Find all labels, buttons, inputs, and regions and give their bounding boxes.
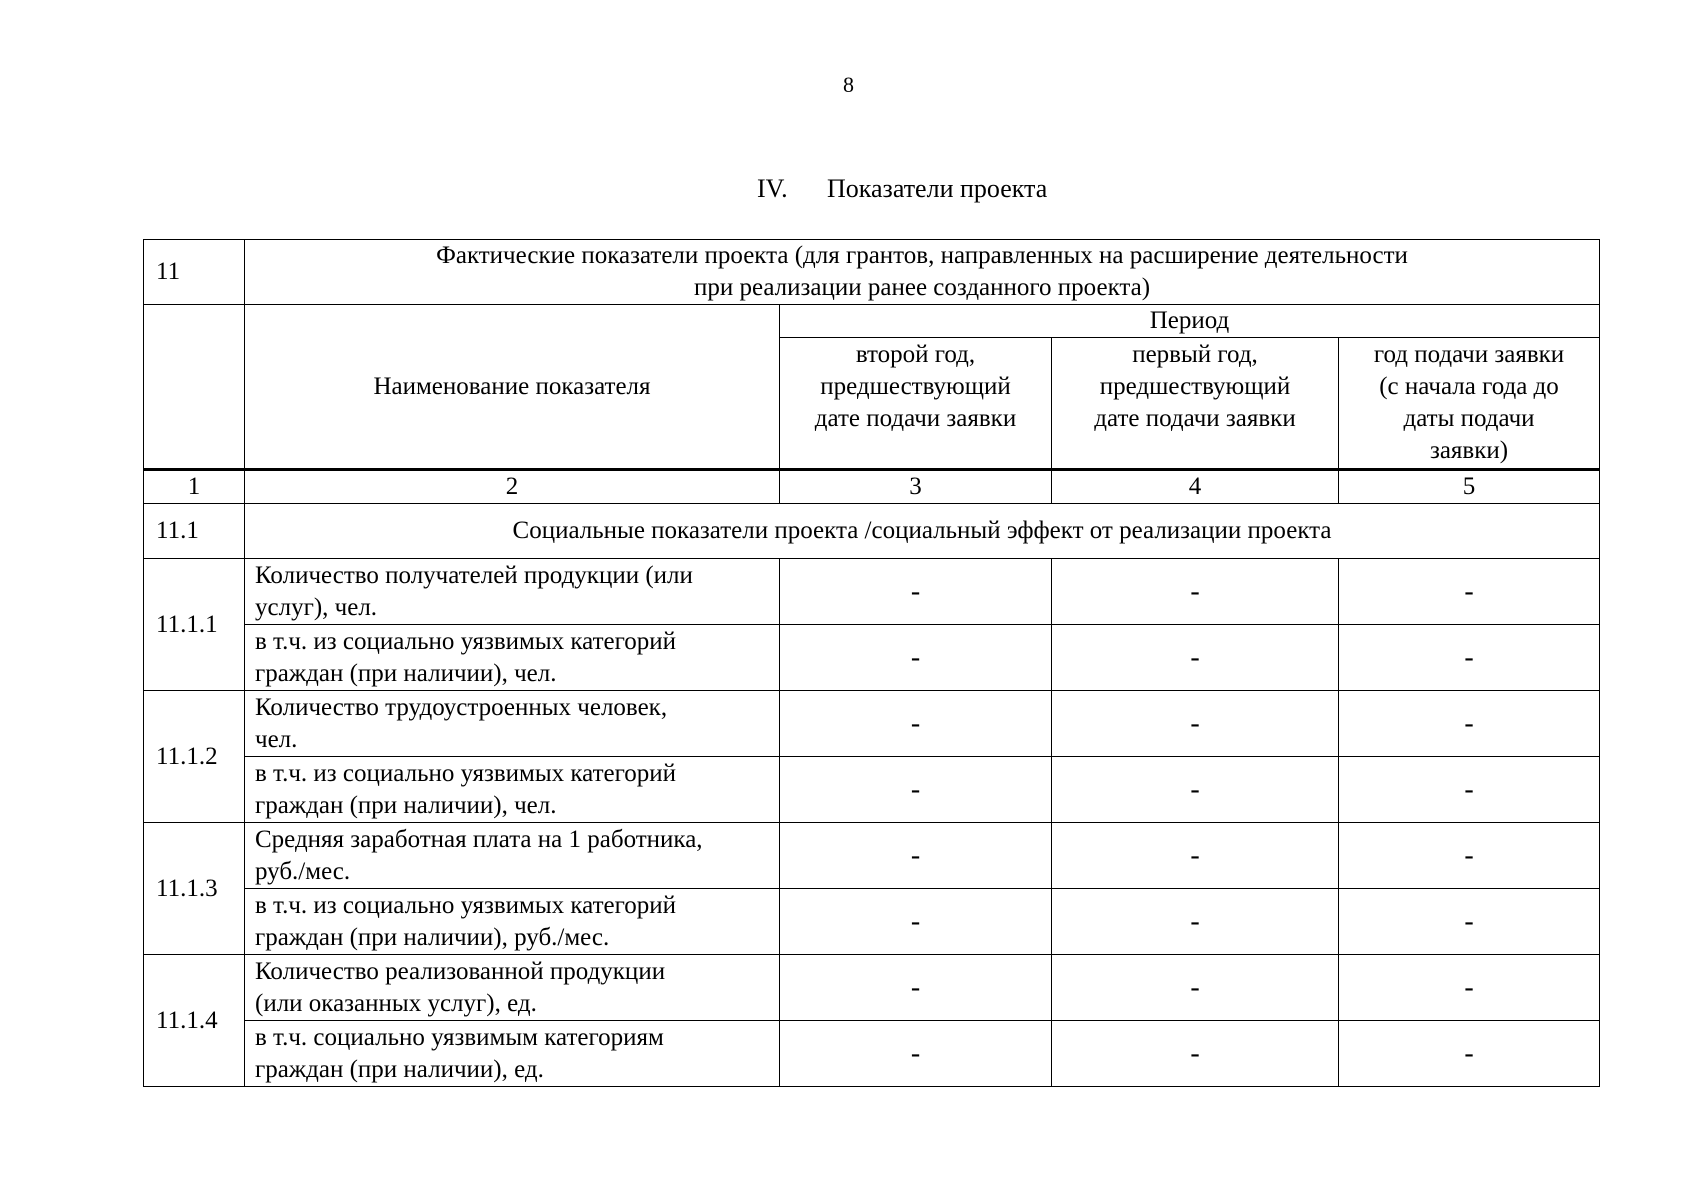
header-line: (с начала года до — [1379, 373, 1559, 400]
indicator-name-line: Количество трудоустроенных человек, — [255, 693, 668, 721]
indicator-name-line: руб./мес. — [255, 857, 351, 885]
table-row — [144, 691, 1600, 757]
indicator-value: - — [1339, 691, 1600, 757]
indicator-value: - — [1052, 823, 1339, 889]
indicator-name — [245, 757, 780, 823]
column-number: 1 — [144, 470, 245, 504]
indicator-value: - — [1052, 559, 1339, 625]
indicator-value: - — [1052, 625, 1339, 691]
period-col-header — [780, 338, 1052, 470]
table-title-line: Фактические показатели проекта (для грантов, направленных на расширение деятельности — [436, 242, 1408, 269]
page-number: 8 — [843, 72, 854, 97]
indicator-value: - — [1339, 625, 1600, 691]
name-header-cell: Наименование показателя — [245, 305, 780, 470]
header-line: первый год, — [1132, 341, 1258, 368]
indicator-name-line: в т.ч. из социально уязвимых категорий — [255, 759, 677, 787]
row-number-cell: 11 — [144, 240, 245, 305]
section-number: IV. — [757, 174, 788, 203]
header-line: дате подачи заявки — [1094, 405, 1296, 432]
header-line: год подачи заявки — [1373, 341, 1565, 368]
indicator-name-line: Количество реализованной продукции — [255, 957, 666, 985]
indicator-value: - — [1339, 1021, 1600, 1087]
indicator-name-line: в т.ч. из социально уязвимых категорий — [255, 891, 677, 919]
indicator-name — [245, 889, 780, 955]
indicator-name-line: услуг), чел. — [255, 593, 378, 621]
table-row — [144, 757, 1600, 823]
section-heading — [757, 174, 1047, 204]
indicator-value: - — [1339, 757, 1600, 823]
column-number: 2 — [245, 470, 780, 504]
indicator-value: - — [780, 823, 1052, 889]
indicator-value: - — [1052, 757, 1339, 823]
subsection-title: Социальные показатели проекта /социальный эффект от реализации проекта — [245, 504, 1600, 559]
indicator-number: 11.1.2 — [144, 691, 245, 823]
section-title: Показатели проекта — [827, 174, 1048, 203]
indicator-value: - — [1339, 559, 1600, 625]
indicator-value: - — [780, 625, 1052, 691]
table-row — [144, 823, 1600, 889]
table-title-row — [144, 240, 1600, 305]
indicator-value: - — [1052, 889, 1339, 955]
indicator-name-line: в т.ч. из социально уязвимых категорий — [255, 627, 677, 655]
subsection-row — [144, 504, 1600, 559]
indicator-name-line: Количество получателей продукции (или — [255, 561, 693, 589]
header-line: дате подачи заявки — [814, 405, 1017, 432]
subsection-number: 11.1 — [144, 504, 245, 559]
indicator-name-line: граждан (при наличии), чел. — [255, 791, 557, 819]
indicator-value: - — [780, 1021, 1052, 1087]
indicator-value: - — [780, 955, 1052, 1021]
indicator-number: 11.1.1 — [144, 559, 245, 691]
column-numbers-row — [144, 470, 1600, 504]
table-title-line: при реализации ранее созданного проекта) — [693, 274, 1151, 301]
indicator-name-line: Средняя заработная плата на 1 работника, — [255, 825, 703, 853]
indicator-name — [245, 823, 780, 889]
indicator-name-line: граждан (при наличии), чел. — [255, 659, 557, 687]
period-col-header — [1339, 338, 1600, 470]
indicator-number: 11.1.4 — [144, 955, 245, 1087]
header-line — [1062, 435, 1328, 467]
column-number: 3 — [780, 470, 1052, 504]
indicator-value: - — [1339, 889, 1600, 955]
indicator-name-line: в т.ч. социально уязвимым категориям — [255, 1023, 664, 1051]
indicator-value: - — [780, 757, 1052, 823]
empty-header-cell — [144, 305, 245, 470]
indicator-value: - — [780, 889, 1052, 955]
indicator-value: - — [780, 691, 1052, 757]
indicator-value: - — [1052, 691, 1339, 757]
header-line: второй год, — [855, 341, 976, 368]
table-row — [144, 559, 1600, 625]
table-row — [144, 1021, 1600, 1087]
indicator-value: - — [1052, 1021, 1339, 1087]
indicator-name-line: граждан (при наличии), руб./мес. — [255, 923, 610, 951]
period-header-cell: Период — [780, 305, 1600, 338]
column-number: 5 — [1339, 470, 1600, 504]
table-title-cell — [245, 240, 1600, 305]
header-line: заявки) — [1429, 437, 1509, 464]
table-row — [144, 889, 1600, 955]
indicator-name — [245, 559, 780, 625]
period-header-row — [144, 305, 1600, 338]
indicator-name — [245, 625, 780, 691]
indicator-value: - — [1052, 955, 1339, 1021]
column-number: 4 — [1052, 470, 1339, 504]
header-line: даты подачи — [1403, 405, 1535, 432]
indicator-value: - — [780, 559, 1052, 625]
indicator-number: 11.1.3 — [144, 823, 245, 955]
indicator-name — [245, 1021, 780, 1087]
table-row — [144, 625, 1600, 691]
indicators-table — [143, 239, 1600, 1087]
indicator-value: - — [1339, 955, 1600, 1021]
indicator-name — [245, 691, 780, 757]
indicator-name-line: (или оказанных услуг), ед. — [255, 989, 537, 1017]
table-row — [144, 955, 1600, 1021]
indicator-name-line: чел. — [255, 725, 298, 753]
period-col-header — [1052, 338, 1339, 470]
indicator-name — [245, 955, 780, 1021]
indicator-name-line: граждан (при наличии), ед. — [255, 1055, 544, 1083]
indicator-value: - — [1339, 823, 1600, 889]
header-line — [790, 435, 1041, 467]
header-line: предшествующий — [1099, 373, 1291, 400]
header-line: предшествующий — [820, 373, 1011, 400]
